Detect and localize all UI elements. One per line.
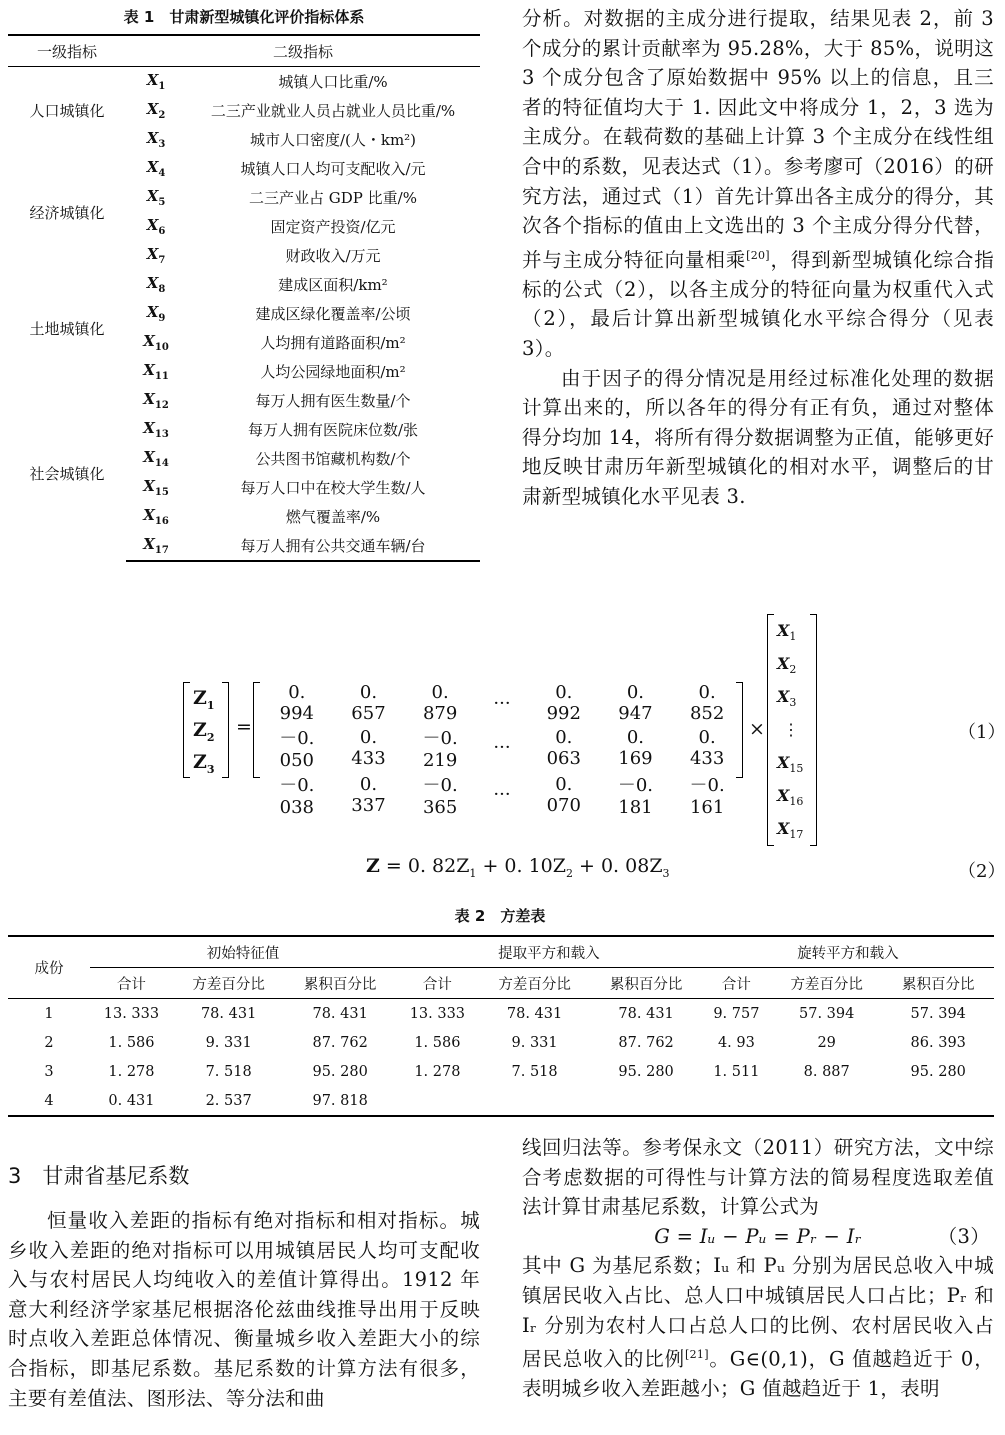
table-cell: 97. 818 bbox=[284, 1086, 396, 1116]
table-cell bbox=[771, 1086, 883, 1116]
indicator-symbol bbox=[126, 357, 186, 386]
matrix-cell: －0. 219 bbox=[422, 728, 458, 771]
symbol-letter: X bbox=[143, 390, 155, 408]
table-cell bbox=[702, 1086, 771, 1116]
x-subscript: 15 bbox=[789, 762, 804, 776]
paragraph bbox=[522, 364, 994, 512]
indicator-name: 建成区绿化覆盖率/公顷 bbox=[255, 305, 411, 323]
table2-caption: 表 2 方差表 bbox=[454, 907, 546, 925]
indicator-symbol bbox=[126, 444, 186, 473]
table-cell: 95. 280 bbox=[312, 1063, 368, 1080]
times-sign: × bbox=[749, 718, 765, 740]
citation: [20] bbox=[746, 248, 770, 262]
symbol-subscript: 1 bbox=[158, 81, 166, 92]
eq2-term: 0. 08Z bbox=[600, 855, 663, 877]
x-subscript: 1 bbox=[789, 630, 797, 644]
table-cell: 13. 333 bbox=[103, 1005, 160, 1022]
table-cell: 95. 280 bbox=[618, 1063, 674, 1080]
paragraph bbox=[522, 4, 994, 364]
table1-header-level1: 一级指标 bbox=[8, 35, 126, 67]
z-entry bbox=[193, 746, 221, 778]
left-bracket bbox=[183, 682, 190, 778]
right-column-text-bottom bbox=[522, 1133, 994, 1404]
x-subscript: 2 bbox=[789, 663, 797, 677]
symbol-subscript: 5 bbox=[158, 197, 166, 208]
matrix-cell: 0. 947 bbox=[618, 682, 653, 724]
paragraph-text: 分析。对数据的主成分进行提取，结果见表 2，前 3 个成分的累计贡献率为 95.28%，大于 85%，说明这 3 个成分包含了原始数据中 95% 以上的信息，且三者的特征值均大于 1. 因此文中将成分 1，2，3 选为主成分。在载荷数的基础上计算 3 个主成分在线性组合中的系数，见表达式（1）。参考廖可（2016）的研究方法，通过式（1）首先计算出各主成分的得分，其次各个指标的值由上文选出的 3 个主成分得分代替，并与主成分特征向量相乘 bbox=[522, 7, 994, 272]
matrix-cell: 0. 433 bbox=[351, 726, 386, 769]
symbol-subscript: 6 bbox=[158, 226, 166, 237]
indicator-symbol bbox=[126, 67, 186, 97]
table-cell bbox=[396, 1086, 479, 1116]
table-cell: 1. 278 bbox=[108, 1063, 155, 1080]
table-cell: 78. 431 bbox=[312, 1005, 368, 1022]
symbol-subscript: 2 bbox=[158, 110, 166, 121]
left-bracket bbox=[253, 682, 260, 778]
x-subscript: 3 bbox=[789, 696, 797, 710]
matrix-cell: 0. 879 bbox=[422, 682, 458, 724]
symbol-subscript: 4 bbox=[158, 168, 166, 179]
x-subscript: 17 bbox=[789, 828, 804, 842]
matrix-cell: －0. 181 bbox=[617, 775, 654, 818]
right-bracket bbox=[810, 614, 817, 846]
symbol-letter: X bbox=[143, 332, 155, 350]
indicator-name: 燃气覆盖率/% bbox=[285, 508, 381, 526]
z-subscript: 3 bbox=[206, 762, 215, 776]
x-entry bbox=[777, 812, 811, 845]
x-vector bbox=[767, 614, 817, 846]
indicator-symbol bbox=[126, 241, 186, 270]
indicator-name: 每万人拥有医院床位数/张 bbox=[247, 421, 419, 439]
indicator-name: 每万人口中在校大学生数/人 bbox=[240, 479, 426, 497]
equation-number: （3） bbox=[937, 1224, 990, 1248]
left-column-text bbox=[8, 1206, 480, 1413]
symbol-subscript: 10 bbox=[154, 342, 169, 353]
z-subscript: 1 bbox=[206, 698, 215, 712]
symbol-letter: X bbox=[146, 216, 159, 234]
table-cell bbox=[590, 1086, 702, 1116]
table-cell: 9. 331 bbox=[511, 1034, 558, 1051]
equals-sign: = bbox=[236, 716, 252, 738]
table2-subheader: 累积百分比 bbox=[882, 968, 994, 999]
indicator-symbol bbox=[126, 531, 186, 561]
paragraph bbox=[522, 1251, 994, 1403]
paragraph-text: 其中 G 为基尼系数；Iᵤ 和 Pᵤ 分别为居民总收入中城镇居民收入占比、总人口中城镇居民人口占比；Pᵣ 和 Iᵣ 分别为农村人口占总人口的比例、农村居民收入占居民总收入的比例 bbox=[522, 1254, 994, 1371]
matrix-cell: 0. 433 bbox=[689, 726, 725, 769]
table-cell: 7. 518 bbox=[205, 1063, 252, 1080]
symbol-letter: X bbox=[143, 535, 155, 553]
table2-header-component: 成份 bbox=[8, 936, 90, 999]
indicator-name: 建成区面积/km² bbox=[278, 276, 388, 294]
table2-group-header: 旋转平方和载入 bbox=[702, 936, 994, 968]
z-letter: Z bbox=[193, 719, 207, 741]
symbol-letter: X bbox=[146, 187, 159, 205]
symbol-letter: X bbox=[143, 419, 155, 437]
matrix-row bbox=[261, 771, 743, 818]
table1 bbox=[8, 34, 480, 562]
table-row bbox=[8, 999, 994, 1029]
matrix-table bbox=[261, 682, 743, 818]
symbol-letter: X bbox=[143, 506, 155, 524]
symbol-letter: X bbox=[146, 245, 159, 263]
category-cell: 土地城镇化 bbox=[29, 319, 105, 338]
indicator-symbol bbox=[126, 473, 186, 502]
table2-group-header: 初始特征值 bbox=[90, 936, 396, 968]
right-bracket bbox=[222, 682, 229, 778]
table-cell: 1 bbox=[44, 1005, 54, 1022]
matrix-cell: ··· bbox=[493, 737, 511, 758]
symbol-letter: X bbox=[146, 129, 159, 147]
citation: [21] bbox=[685, 1348, 709, 1362]
table-cell: 1. 278 bbox=[414, 1063, 461, 1080]
table-cell: 13. 333 bbox=[409, 1005, 466, 1022]
indicator-symbol bbox=[126, 154, 186, 183]
category-cell: 社会城镇化 bbox=[29, 465, 105, 483]
table-cell: 4. 93 bbox=[717, 1034, 755, 1051]
table2-subheader-row bbox=[8, 968, 994, 999]
eq3-formula: G = Iᵤ − Pᵤ = Pᵣ − Iᵣ bbox=[654, 1224, 862, 1248]
matrix-cell: －0. 038 bbox=[279, 775, 315, 818]
x-letter: X bbox=[777, 654, 790, 673]
x-entry bbox=[777, 614, 811, 647]
paragraph-text: 。G∈(0,1)，G 值越趋近于 0，表明城乡收入差距越小；G 值越趋近于 1，表明 bbox=[522, 1347, 994, 1401]
matrix-cell: 0. 992 bbox=[546, 682, 581, 724]
x-entry bbox=[777, 647, 811, 680]
symbol-subscript: 3 bbox=[158, 139, 166, 150]
symbol-letter: X bbox=[146, 303, 159, 321]
z-entry bbox=[193, 714, 221, 746]
z-vector bbox=[183, 682, 229, 778]
table1-caption: 表 1 甘肃新型城镇化评价指标体系 bbox=[123, 8, 365, 26]
table-cell: 95. 280 bbox=[910, 1063, 966, 1080]
table-cell bbox=[479, 1086, 591, 1116]
table-cell: 29 bbox=[817, 1034, 836, 1051]
matrix-cell: 0. 994 bbox=[279, 682, 314, 724]
symbol-subscript: 16 bbox=[154, 516, 169, 527]
x-entry: ⋮ bbox=[783, 720, 799, 739]
table-cell: 4 bbox=[8, 1086, 90, 1116]
table-cell: 87. 762 bbox=[618, 1034, 674, 1051]
x-entry bbox=[777, 680, 811, 713]
indicator-symbol bbox=[126, 299, 186, 328]
table-cell: 3 bbox=[44, 1063, 54, 1080]
z-subscript: 2 bbox=[206, 730, 215, 744]
indicator-symbol bbox=[126, 125, 186, 154]
symbol-subscript: 17 bbox=[154, 545, 169, 556]
equation-number: （1） bbox=[958, 722, 1005, 743]
indicator-name: 城镇人口比重/% bbox=[278, 73, 388, 91]
indicator-symbol bbox=[126, 96, 186, 125]
matrix-cell: 0. 657 bbox=[351, 682, 386, 724]
equation-number: （2） bbox=[958, 861, 1005, 882]
indicator-name: 财政收入/万元 bbox=[285, 247, 381, 265]
indicator-name: 城镇人口人均可支配收入/元 bbox=[240, 160, 426, 178]
matrix-cell: ··· bbox=[493, 784, 511, 805]
x-letter: X bbox=[777, 819, 790, 838]
z-vector-entries bbox=[193, 682, 221, 778]
x-letter: X bbox=[777, 687, 790, 706]
table2-subheader: 累积百分比 bbox=[590, 968, 702, 999]
x-subscript: 16 bbox=[789, 795, 804, 809]
category-cell: 经济城镇化 bbox=[29, 203, 105, 222]
table-cell: 86. 393 bbox=[910, 1034, 966, 1051]
indicator-name: 城市人口密度/(人・km²) bbox=[249, 131, 417, 149]
indicator-name: 人均公园绿地面积/m² bbox=[260, 363, 406, 381]
x-entry bbox=[777, 779, 811, 812]
symbol-letter: X bbox=[146, 274, 159, 292]
symbol-subscript: 14 bbox=[154, 458, 169, 469]
table1-row bbox=[8, 67, 480, 97]
indicator-name: 公共图书馆藏机构数/个 bbox=[255, 450, 411, 468]
table-cell: 78. 431 bbox=[200, 1005, 257, 1022]
indicator-symbol bbox=[126, 270, 186, 299]
symbol-letter: X bbox=[143, 448, 155, 466]
equation2: Z = 0. $82Z_1 + 0$. $10Z_2 + 0$. $08Z_3$ bbox=[366, 855, 670, 880]
paragraph: 恒量收入差距的指标有绝对指标和相对指标。城乡收入差距的绝对指标可以用城镇居民人均可支配收入与农村居民人均纯收入的差值计算得出。1912 年意大利经济学家基尼根据洛伦兹曲线推导出用于反映时点收入差距总体情况、衡量城乡收入差距大小的综合指标，即基尼系数。基尼系数的计算方法有很多，主要有差值法、图形法、等分法和曲 bbox=[8, 1209, 480, 1410]
indicator-name: 二三产业就业人员占就业人员比重/% bbox=[210, 102, 456, 120]
indicator-symbol bbox=[126, 328, 186, 357]
table2-group-header: 提取平方和载入 bbox=[396, 936, 702, 968]
eq2-lhs: Z bbox=[366, 855, 380, 877]
x-vector-entries bbox=[777, 614, 811, 845]
indicator-symbol bbox=[126, 386, 186, 415]
indicator-symbol bbox=[126, 502, 186, 531]
matrix-cell: 0. 169 bbox=[618, 726, 653, 769]
matrix-cell: ··· bbox=[493, 692, 511, 714]
paragraph: 线回归法等。参考保永文（2011）研究方法，文中综合考虑数据的可得性与计算方法的简易程度选取差值法计算甘肃基尼系数，计算公式为 bbox=[522, 1136, 994, 1219]
matrix-cell: －0. 161 bbox=[689, 775, 725, 818]
table2-body bbox=[8, 999, 994, 1117]
symbol-letter: X bbox=[146, 100, 159, 118]
table-cell: 0. 431 bbox=[90, 1086, 173, 1116]
symbol-subscript: 12 bbox=[154, 400, 169, 411]
table2-subheader: 合计 bbox=[702, 968, 771, 999]
indicator-name: 二三产业占 GDP 比重/% bbox=[249, 189, 417, 207]
symbol-letter: X bbox=[143, 361, 155, 379]
table-cell: 78. 431 bbox=[506, 1005, 563, 1022]
table-cell: 87. 762 bbox=[312, 1034, 368, 1051]
table1-header-level2: 二级指标 bbox=[126, 35, 480, 67]
table-cell: 57. 394 bbox=[910, 1005, 966, 1022]
category-cell: 人口城镇化 bbox=[29, 102, 105, 120]
indicator-name: 人均拥有道路面积/m² bbox=[260, 334, 406, 352]
table-cell bbox=[882, 1086, 994, 1116]
table2-subheader: 合计 bbox=[90, 968, 173, 999]
symbol-subscript: 9 bbox=[158, 313, 166, 324]
table2-subheader: 累积百分比 bbox=[284, 968, 396, 999]
table-cell: 1. 586 bbox=[108, 1034, 155, 1051]
eq2-term: 0. 82Z bbox=[407, 855, 470, 877]
indicator-name: 固定资产投资/亿元 bbox=[270, 218, 396, 236]
table1-row bbox=[8, 386, 480, 415]
right-column-text bbox=[522, 4, 994, 512]
table-row bbox=[8, 1086, 994, 1116]
matrix-cell: 0. 070 bbox=[546, 773, 581, 816]
table-cell: 7. 518 bbox=[511, 1063, 558, 1080]
table-cell: 9. 331 bbox=[205, 1034, 252, 1051]
matrix-cell: －0. 365 bbox=[422, 775, 458, 818]
matrix-cell: －0. 050 bbox=[279, 728, 315, 771]
equation3 bbox=[522, 1222, 994, 1252]
table2 bbox=[8, 935, 994, 1117]
table-cell: 9. 757 bbox=[713, 1005, 760, 1022]
symbol-subscript: 7 bbox=[158, 255, 166, 266]
indicator-symbol bbox=[126, 415, 186, 444]
x-letter: X bbox=[777, 753, 790, 772]
coefficient-matrix bbox=[253, 682, 743, 818]
symbol-subscript: 15 bbox=[154, 487, 169, 498]
matrix-row bbox=[261, 724, 743, 771]
table1-row bbox=[8, 154, 480, 183]
matrix-cell: 0. 337 bbox=[351, 773, 386, 816]
symbol-letter: X bbox=[146, 158, 159, 176]
left-bracket bbox=[767, 614, 774, 846]
table1-row bbox=[8, 270, 480, 299]
table-row bbox=[8, 1028, 994, 1057]
symbol-letter: X bbox=[146, 71, 159, 89]
table-cell: 1. 586 bbox=[414, 1034, 461, 1051]
table2-subheader: 合计 bbox=[396, 968, 479, 999]
table2-subheader: 方差百分比 bbox=[771, 968, 883, 999]
table2-subheader: 方差百分比 bbox=[173, 968, 285, 999]
z-entry bbox=[193, 682, 221, 714]
section-title: 3 甘肃省基尼系数 bbox=[8, 1164, 190, 1188]
paragraph-text: ，得到新型城镇化综合指标的公式（2），以各主成分的特征向量为权重代入式（2），最后计算出新型城镇化水平综合得分（见表 3）。 bbox=[522, 248, 994, 361]
z-letter: Z bbox=[193, 751, 207, 773]
indicator-symbol bbox=[126, 183, 186, 212]
x-entry bbox=[777, 746, 811, 779]
table-row bbox=[8, 1057, 994, 1086]
table2-subheader: 方差百分比 bbox=[479, 968, 591, 999]
x-letter: X bbox=[777, 621, 790, 640]
table-cell: 57. 394 bbox=[799, 1005, 855, 1022]
table-cell: 2 bbox=[44, 1034, 54, 1051]
table-cell: 78. 431 bbox=[618, 1005, 674, 1022]
symbol-subscript: 13 bbox=[154, 429, 169, 440]
table1-body bbox=[8, 67, 480, 562]
paragraph-text: 由于因子的得分情况是用经过标准化处理的数据计算出来的，所以各年的得分有正有负，通过对整体得分均加 14，将所有得分数据调整为正值，能够更好地反映甘肃历年新型城镇化的相对水平，调整后的甘肃新型城镇化水平见表 3. bbox=[522, 366, 994, 508]
matrix-cell: 0. 063 bbox=[546, 726, 581, 769]
indicator-symbol bbox=[126, 212, 186, 241]
table-cell: 8. 887 bbox=[803, 1063, 850, 1080]
x-letter: X bbox=[777, 786, 790, 805]
table-cell: 1. 511 bbox=[713, 1063, 760, 1080]
symbol-letter: X bbox=[143, 477, 155, 495]
symbol-subscript: 8 bbox=[158, 284, 166, 295]
eq2-term: 0. 10Z bbox=[504, 855, 566, 877]
indicator-name: 每万人拥有医生数量/个 bbox=[255, 392, 411, 410]
symbol-subscript: 11 bbox=[154, 371, 169, 382]
z-letter: Z bbox=[193, 687, 207, 709]
matrix-row bbox=[261, 682, 743, 724]
matrix-cell: 0. 852 bbox=[689, 682, 725, 724]
table-cell: 2. 537 bbox=[173, 1086, 285, 1116]
indicator-name: 每万人拥有公共交通车辆/台 bbox=[186, 531, 480, 561]
